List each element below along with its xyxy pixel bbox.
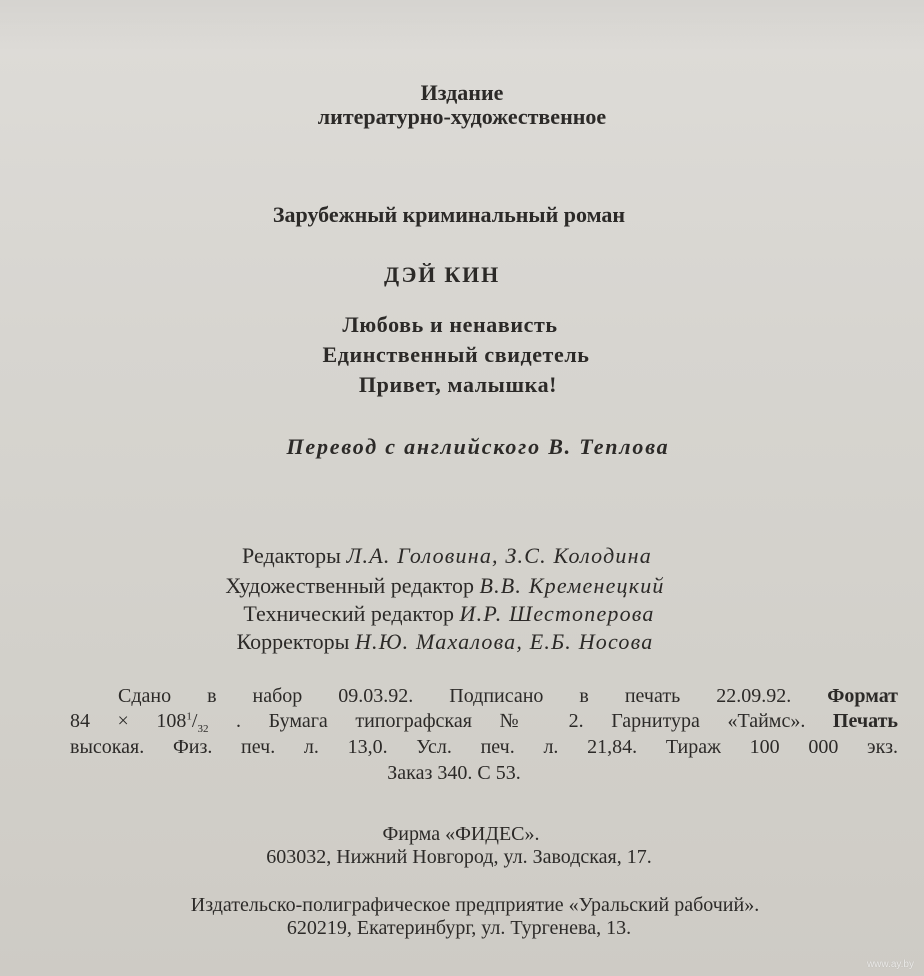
imprint-format-sup: 1 xyxy=(186,710,192,723)
publisher-address: 603032, Нижний Новгород, ул. Заводская, 17. xyxy=(266,846,652,868)
credit-proofreaders xyxy=(0,631,924,653)
series-title: Зарубежный криминальный роман xyxy=(272,202,626,227)
credit-editors-role: Редакторы xyxy=(242,543,341,568)
imprint-order: Заказ 340. С 53. xyxy=(387,762,521,784)
credit-editors-names: Л.А. Головина, З.С. Колодина xyxy=(346,543,652,568)
imprint-paper-font: . Бумага типографская № 2. Гарнитура «Таймс». xyxy=(236,710,806,732)
credit-proofreaders-names: Н.Ю. Махалова, Е.Б. Носова xyxy=(354,629,654,654)
imprint-line-1 xyxy=(118,686,898,706)
site-watermark: www.ay.by xyxy=(866,959,914,970)
credit-art-editor-role: Художественный редактор xyxy=(225,573,474,598)
book-title-2: Единственный свидетель xyxy=(322,342,590,367)
translation-credit: Перевод с английского В. Теплова xyxy=(286,434,670,459)
imprint-format-value xyxy=(70,710,236,735)
credit-technical-editor-name: И.Р. Шестоперова xyxy=(459,601,655,626)
imprint-line-2 xyxy=(70,710,898,735)
edition-type: литературно-художественное xyxy=(317,104,607,129)
credit-proofreaders-role: Корректоры xyxy=(236,629,350,654)
author-name: ДЭЙ КИН xyxy=(384,262,500,287)
credit-technical-editor-role: Технический редактор xyxy=(243,601,455,626)
credit-art-editor xyxy=(0,575,924,597)
imprint-format-sub: 32 xyxy=(197,723,209,735)
printer-name: Издательско-полиграфическое предприятие «Уральский рабочий». xyxy=(190,894,760,916)
imprint-format-slash: / xyxy=(191,710,198,732)
imprint-line-3: высокая. Физ. печ. л. 13,0. Усл. печ. л. 21,84. Тираж 100 000 экз. xyxy=(70,736,898,758)
imprint-print-label: Печать xyxy=(832,710,898,732)
imprint-format-label: Формат xyxy=(827,685,899,707)
page-top-shadow xyxy=(0,0,924,52)
imprint-format-main: 84 × 108 xyxy=(70,710,187,732)
imprint-dates: Сдано в набор 09.03.92. Подписано в печать 22.09.92. xyxy=(118,685,792,707)
printer-address: 620219, Екатеринбург, ул. Тургенева, 13. xyxy=(286,917,632,939)
book-title-3: Привет, малышка! xyxy=(358,372,558,397)
credit-editors xyxy=(0,545,924,567)
credit-technical-editor xyxy=(0,603,924,625)
publisher-name: Фирма «ФИДЕС». xyxy=(382,823,540,845)
credit-art-editor-name: В.В. Кременецкий xyxy=(479,573,665,598)
edition-label: Издание xyxy=(420,80,504,105)
book-title-1: Любовь и ненависть xyxy=(342,312,558,337)
